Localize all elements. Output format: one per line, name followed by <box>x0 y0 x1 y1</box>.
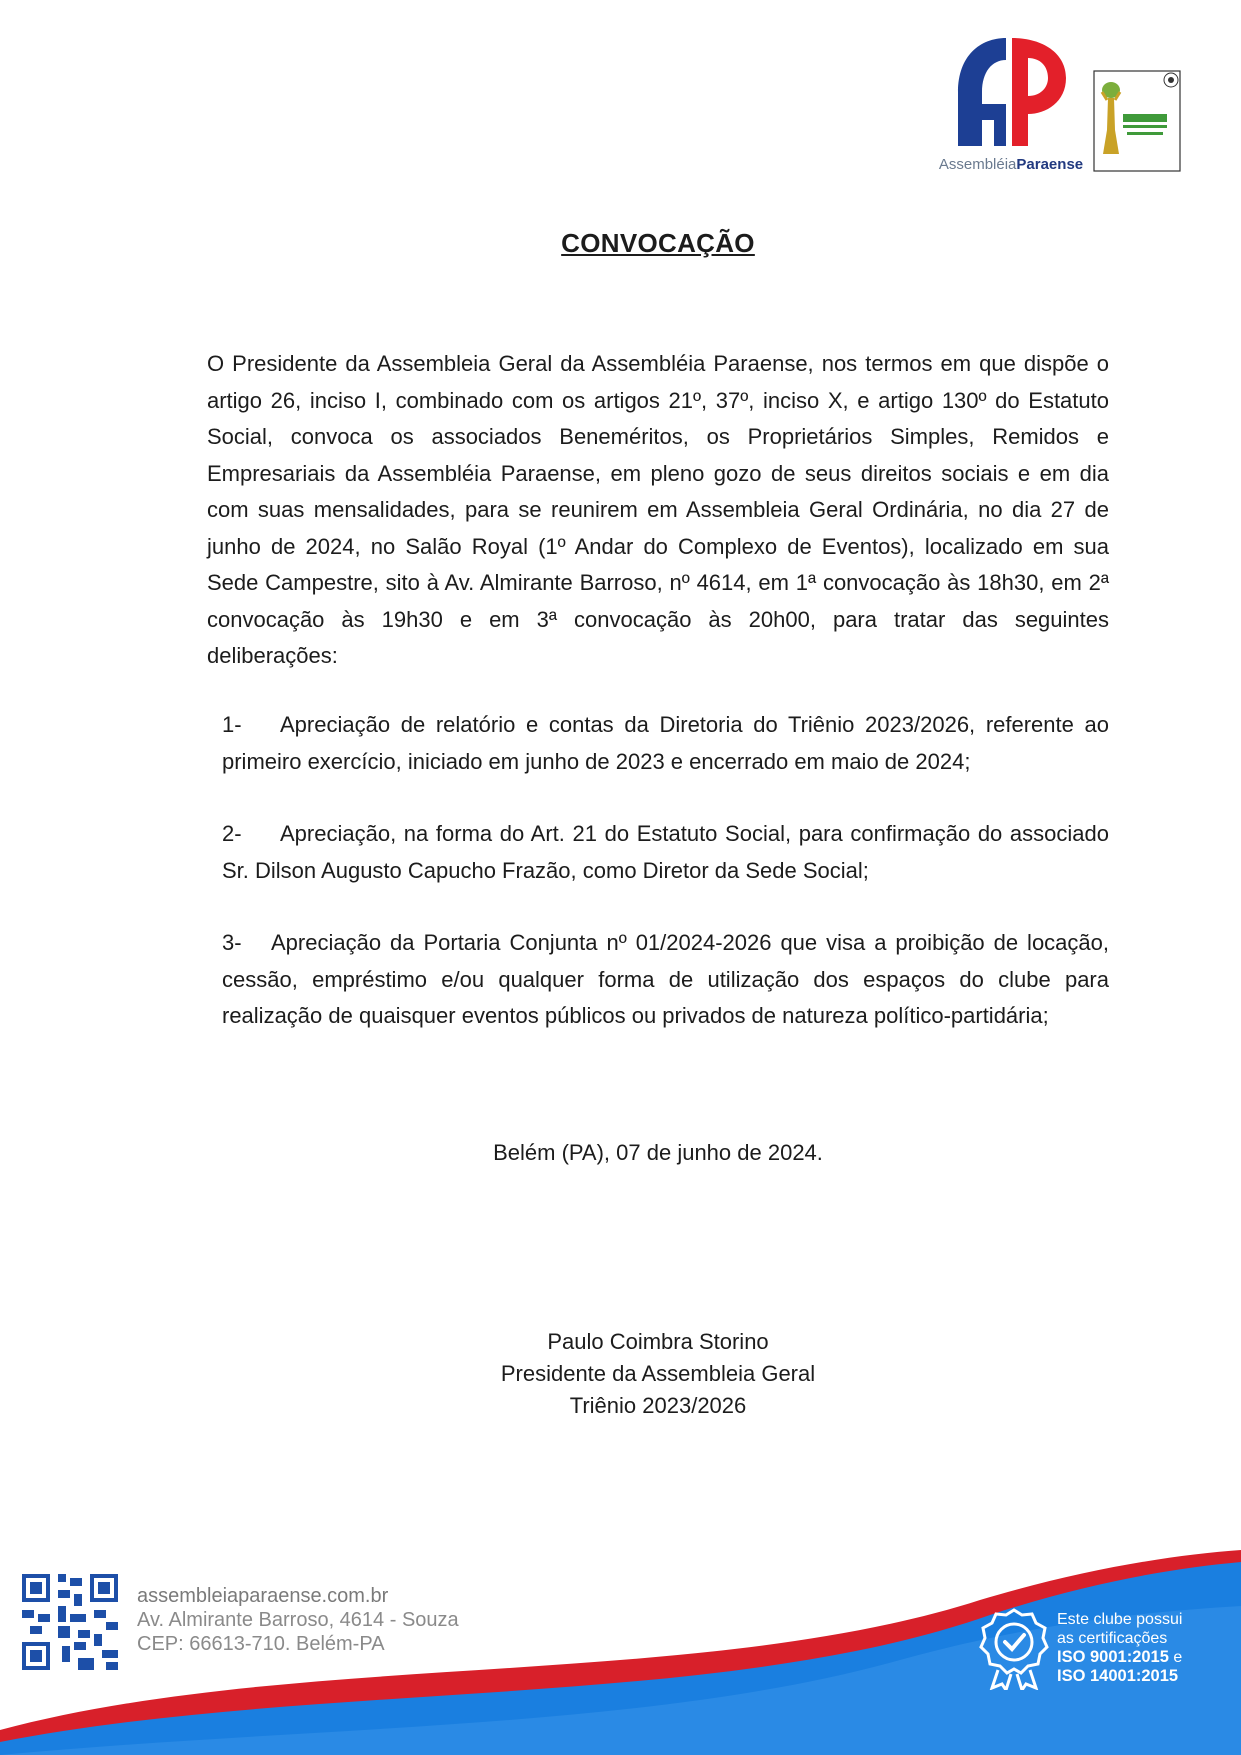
item-text: Apreciação, na forma do Art. 21 do Estatuto Social, para confirmação do associado Sr. Dilson Augusto Capucho Frazão, como Diretor da Sede Social; <box>222 821 1109 883</box>
list-item <box>222 707 1109 780</box>
list-item <box>222 816 1109 889</box>
cert-and: e <box>1168 1649 1183 1666</box>
cert-line-1: Este clube possui <box>1057 1611 1183 1628</box>
item-number: 3- <box>222 930 242 955</box>
signer-term: Triênio 2023/2026 <box>569 1393 747 1418</box>
item-text: Apreciação de relatório e contas da Diretoria do Triênio 2023/2026, referente ao primeiro exercício, iniciado em junho de 2023 e encerrado em maio de 2024; <box>222 712 1109 774</box>
cert-iso-9001: ISO 9001:2015 <box>1057 1648 1169 1666</box>
item-number: 2- <box>222 821 242 846</box>
item-text: Apreciação da Portaria Conjunta nº 01/2024-2026 que visa a proibição de locação, cessão, empréstimo e/ou qualquer forma de utilização dos espaços do clube para realização de quaisquer eventos públicos ou privados de natureza político-partidária; <box>222 930 1109 1028</box>
footer-website: assembleiaparaense.com.br <box>137 1585 389 1607</box>
date-line: Belém (PA), 07 de junho de 2024. <box>493 1140 823 1165</box>
signer-role: Presidente da Assembleia Geral <box>500 1361 816 1386</box>
cert-iso-14001: ISO 14001:2015 <box>1057 1667 1179 1685</box>
item-number: 1- <box>222 712 242 737</box>
ap-logo-icon <box>954 34 1070 150</box>
footer-address <box>137 1584 459 1656</box>
assembleia-paraense-logo <box>936 34 1086 174</box>
certification-badge-icon <box>978 1606 1050 1690</box>
signature-block <box>0 1326 1241 1422</box>
logo-wordmark: AssembléiaParaense <box>938 156 1084 173</box>
list-item <box>222 925 1109 1035</box>
page-title: CONVOCAÇÃO <box>561 228 755 258</box>
qr-code-icon <box>22 1574 118 1670</box>
footer-street: Av. Almirante Barroso, 4614 - Souza <box>137 1609 459 1631</box>
cert-line-2: as certificações <box>1057 1630 1168 1647</box>
club-award-icon <box>1093 70 1181 172</box>
certification-text <box>1057 1610 1182 1686</box>
intro-paragraph: O Presidente da Assembleia Geral da Assembléia Paraense, nos termos em que dispõe o artigo 26, inciso I, combinado com os artigos 21º, 37º, inciso X, e artigo 130º do Estatuto Social, convoca os associados Beneméritos, os Proprietários Simples, Remidos e Empresariais da Assembléia Paraense, em pleno gozo de seus direitos sociais e em dia com suas mensalidades, para se reunirem em Assembleia Geral Ordinária, no dia 27 de junho de 2024, no Salão Royal (1º Andar do Complexo de Eventos), localizado em sua Sede Campestre, sito à Av. Almirante Barroso, nº 4614, em 1ª convocação às 18h30, em 2ª convocação às 19h30 e em 3ª convocação às 20h00, para tratar das seguintes deliberações: <box>207 351 1109 668</box>
footer-cep: CEP: 66613-710. Belém-PA <box>137 1633 385 1655</box>
signer-name: Paulo Coimbra Storino <box>547 1329 769 1354</box>
club-award-logo <box>1093 70 1181 172</box>
